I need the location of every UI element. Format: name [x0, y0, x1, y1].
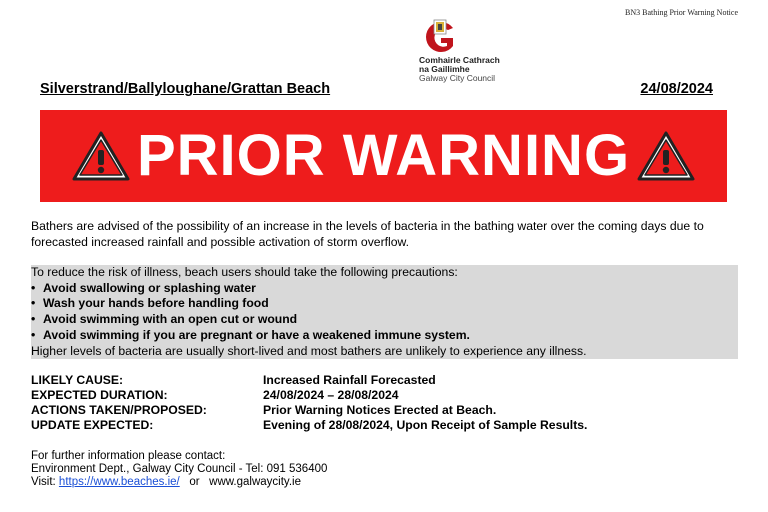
detail-row	[31, 403, 587, 418]
galwaycity-link[interactable]: www.galwaycity.ie	[209, 476, 301, 488]
intro-paragraph: Bathers are advised of the possibility of an increase in the levels of bacteria in the bathing water over the coming days due to forecasted increased rainfall and possible activation of storm overflow.	[31, 219, 704, 249]
precautions-box	[31, 265, 738, 359]
precautions-list	[31, 281, 738, 344]
contact-intro: For further information please contact:	[31, 450, 226, 462]
or-text: or	[189, 476, 200, 488]
notice-date: 24/08/2024	[640, 81, 713, 97]
warning-triangle-icon	[636, 130, 696, 182]
detail-label: ACTIONS TAKEN/PROPOSED:	[31, 403, 207, 417]
warning-triangle-icon	[71, 130, 131, 182]
detail-label: LIKELY CAUSE:	[31, 373, 124, 387]
detail-label: UPDATE EXPECTED:	[31, 418, 154, 432]
logo-line-2: na Gaillimhe	[419, 64, 470, 74]
detail-label: EXPECTED DURATION:	[31, 388, 168, 402]
detail-value: 24/08/2024 – 28/08/2024	[263, 388, 399, 402]
precaution-item: • Avoid swimming with an open cut or wound	[31, 312, 298, 327]
precaution-item: • Wash your hands before handling food	[31, 296, 269, 311]
precaution-item: • Avoid swimming if you are pregnant or have a weakened immune system.	[31, 327, 470, 342]
detail-value: Increased Rainfall Forecasted	[263, 373, 436, 387]
logo-line-1: Comhairle Cathrach	[419, 55, 500, 65]
visit-label: Visit:	[31, 476, 56, 488]
detail-value: Prior Warning Notices Erected at Beach.	[263, 403, 497, 417]
detail-value: Evening of 28/08/2024, Upon Receipt of Sample Results.	[263, 418, 588, 432]
detail-row	[31, 388, 587, 403]
contact-department: Environment Dept., Galway City Council - Tel: 091 536400	[31, 463, 328, 475]
precautions-lead: To reduce the risk of illness, beach users should take the following precautions:	[31, 265, 458, 279]
contact-section	[31, 450, 327, 489]
logo-line-3: Galway City Council	[419, 73, 496, 83]
beach-name: Silverstrand/Ballyloughane/Grattan Beach	[40, 81, 331, 97]
contact-links	[31, 476, 327, 489]
banner-title: PRIOR WARNING	[136, 123, 631, 188]
warning-banner	[40, 110, 727, 202]
precaution-item: • Avoid swallowing or splashing water	[31, 280, 256, 295]
detail-row	[31, 418, 587, 433]
council-logo	[419, 18, 509, 83]
precautions-footer: Higher levels of bacteria are usually short-lived and most bathers are unlikely to experience any illness.	[31, 343, 587, 358]
beaches-link[interactable]: https://www.beaches.ie/	[58, 476, 180, 488]
details-table	[31, 373, 587, 433]
council-crest-icon	[419, 18, 457, 56]
document-reference: BN3 Bathing Prior Warning Notice	[625, 8, 738, 17]
detail-row	[31, 373, 587, 388]
